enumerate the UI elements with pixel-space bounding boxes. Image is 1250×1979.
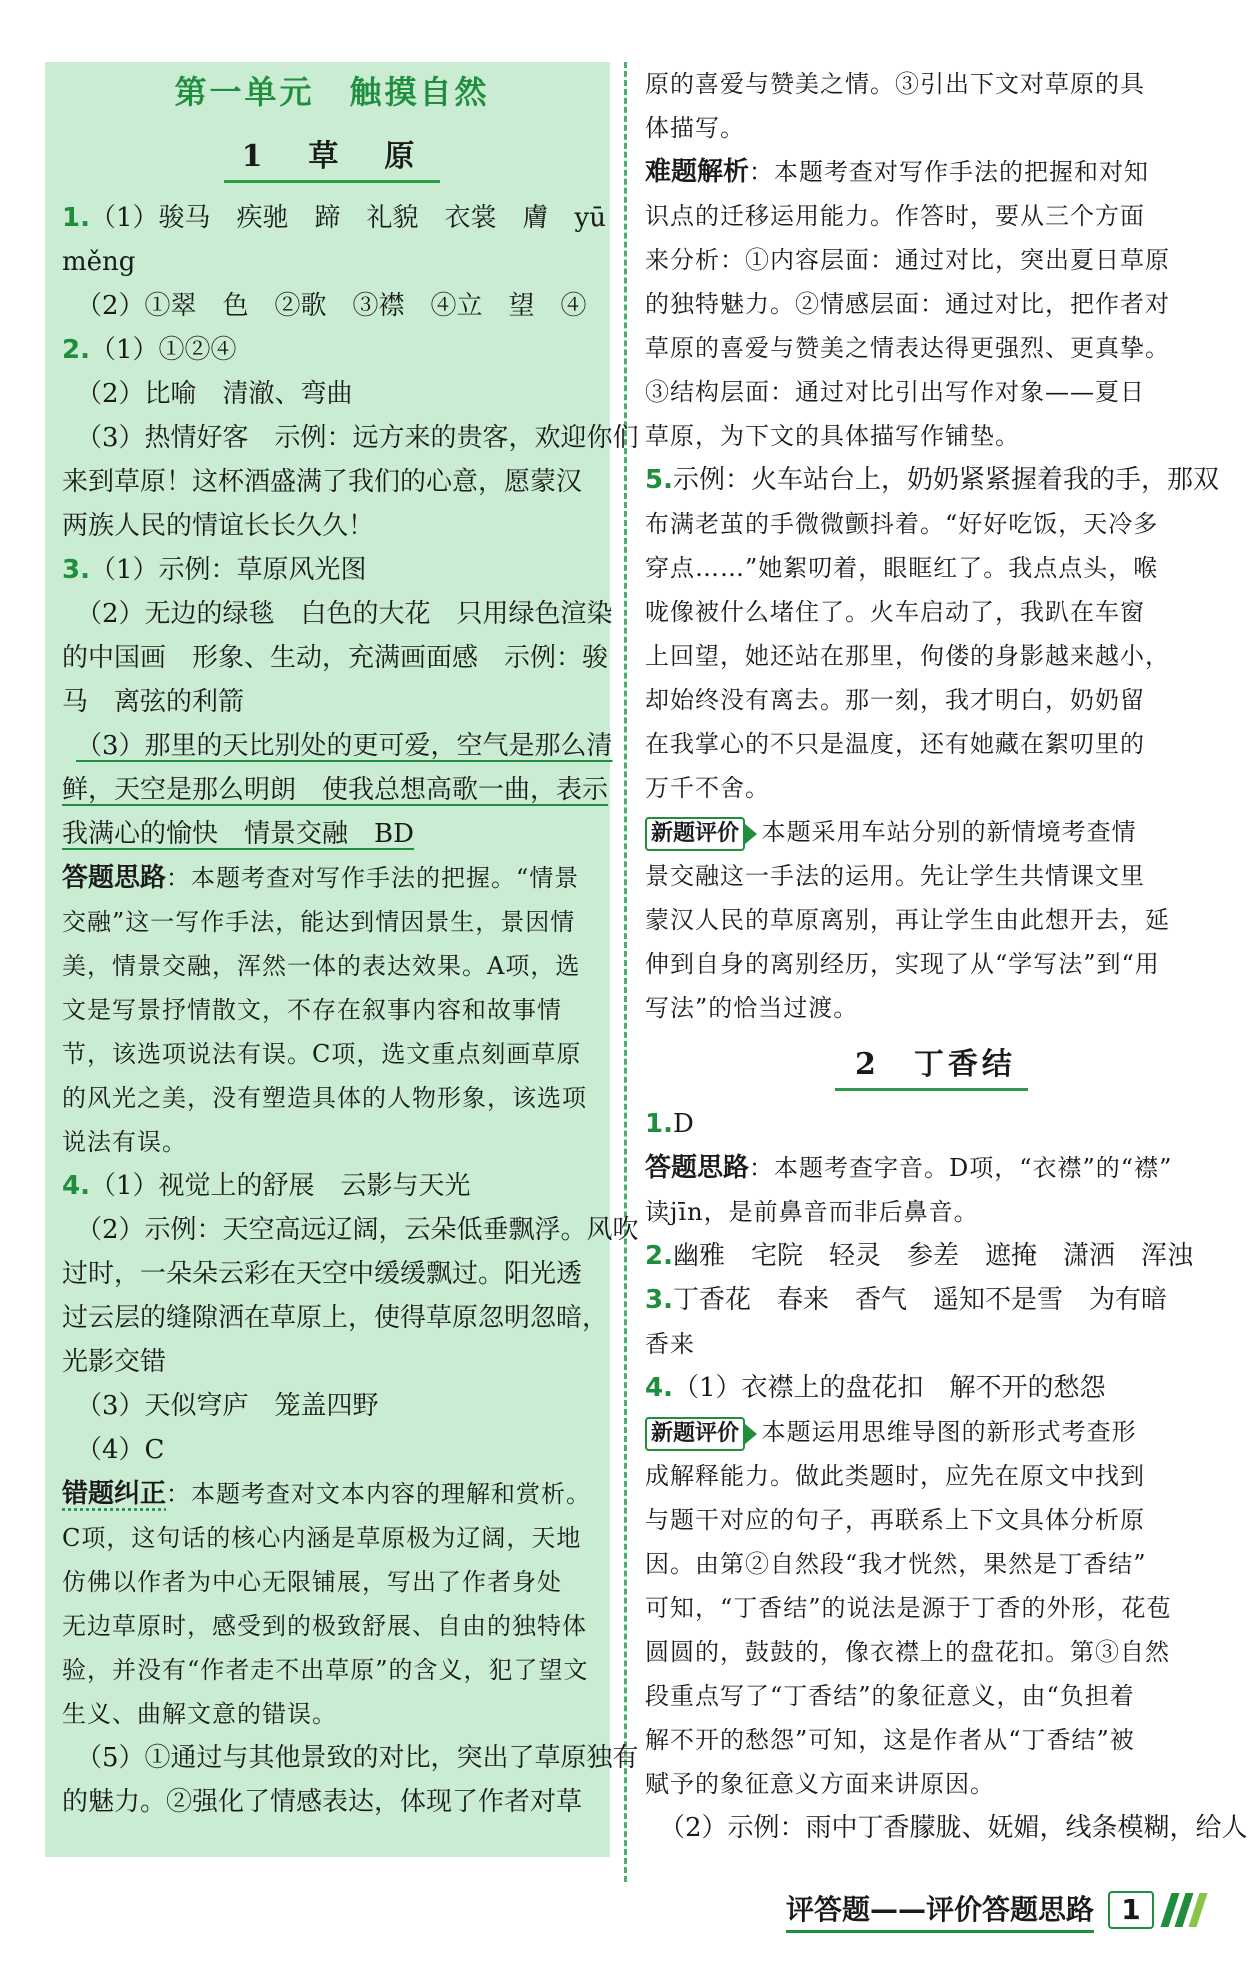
answer-line: （2）示例：天空高远辽阔，云朵低垂飘浮。风吹 — [76, 1215, 639, 1245]
analysis-text: ：本题考查对文本内容的理解和赏析。 — [166, 1480, 592, 1508]
answer-line: （2）示例：雨中丁香朦胧、妩媚，线条模糊，给人 — [659, 1813, 1248, 1843]
answer-line: 鲜，天空是那么明朗 使我总想高歌一曲，表示 — [62, 775, 609, 805]
stripes-icon — [1162, 1893, 1202, 1927]
answer-line: 写法”的恰当过渡。 — [645, 994, 859, 1022]
lesson-1-heading — [62, 120, 602, 196]
analysis-label: 错题纠正 — [62, 1479, 167, 1509]
left-answer-lines — [62, 196, 639, 1824]
answer-line: 草原，为下文的具体描写作铺垫。 — [645, 422, 1020, 450]
analysis-text: ：本题考查对写作手法的把握和对知 — [749, 158, 1150, 186]
lesson-1-title: 1 草 原 — [224, 134, 441, 183]
answer-line: （2）比喻 清澈、弯曲 — [76, 379, 353, 409]
question-number: 4. — [62, 1171, 90, 1201]
answer-line: 体描写。 — [645, 114, 745, 142]
answer-line: C项，这句话的核心内涵是草原极为辽阔，天地 — [62, 1524, 582, 1552]
answer-line: 上回望，她还站在那里，佝偻的身影越来越小， — [645, 642, 1170, 670]
answer-line: 因。由第②自然段“我才恍然，果然是丁香结” — [645, 1550, 1147, 1578]
answer-line: 生义、曲解文意的错误。 — [62, 1700, 337, 1728]
answer-line — [62, 328, 602, 372]
answer-line: 布满老茧的手微微颤抖着。“好好吃饭，天冷多 — [645, 510, 1159, 538]
answer-line: 的魅力。②强化了情感表达，体现了作者对草 — [62, 1787, 583, 1817]
answer-line: （3）天似穹庐 笼盖四野 — [76, 1391, 379, 1421]
answer-line: 交融”这一写作手法，能达到情因景生，景因情 — [62, 908, 576, 936]
lesson-2-title: 2 丁香结 — [835, 1042, 1028, 1091]
answer-line: （2）①翠 色 ②歌 ③襟 ④立 望 ④ — [76, 291, 587, 321]
answer-line: 与题干对应的句子，再联系上下文具体分析原 — [645, 1506, 1145, 1534]
answer-line: （4）C — [76, 1435, 165, 1465]
answer-line: 却始终没有离去。那一刻，我才明白，奶奶留 — [645, 686, 1145, 714]
analysis-label: 答题思路 — [62, 863, 167, 893]
answer-line: 解不开的愁怨”可知，这是作者从“丁香结”被 — [645, 1726, 1135, 1754]
answer-line: （3）那里的天比别处的更可爱，空气是那么清 — [76, 731, 613, 761]
answer-line: 的独特魅力。②情感层面：通过对比，把作者对 — [645, 290, 1170, 318]
answer-line — [62, 548, 602, 592]
commentary-text: 本题运用思维导图的新形式考查形 — [753, 1418, 1137, 1446]
answer-line: 景交融这一手法的运用。先让学生共情课文里 — [645, 862, 1145, 890]
answer-line: 文是写景抒情散文，不存在叙事内容和故事情 — [62, 996, 562, 1024]
analysis-label: 答题思路 — [645, 1153, 750, 1183]
answer-text: 示例：火车站台上，奶奶紧紧握着我的手，那双 — [672, 465, 1219, 495]
question-number: 4. — [645, 1373, 673, 1403]
answer-text: （1）衣襟上的盘花扣 解不开的愁怨 — [672, 1373, 1106, 1403]
column-divider — [624, 62, 627, 1882]
answer-line — [645, 458, 1219, 502]
answer-line: 来分析：①内容层面：通过对比，突出夏日草原 — [645, 246, 1170, 274]
answer-line: 的中国画 形象、生动，充满画面感 示例：骏 — [62, 643, 609, 673]
answer-line: 咙像被什么堵住了。火车启动了，我趴在车窗 — [645, 598, 1145, 626]
footer-text: 评答题——评价答题思路 — [786, 1888, 1094, 1933]
answer-line: 成解释能力。做此类题时，应先在原文中找到 — [645, 1462, 1145, 1490]
answer-line — [62, 196, 606, 240]
new-question-badge: 新题评价 — [645, 1417, 745, 1451]
answer-line — [645, 1146, 1205, 1190]
answer-line: 赋予的象征意义方面来讲原因。 — [645, 1770, 995, 1798]
answer-line: měng — [62, 247, 136, 277]
answer-line: 光影交错 — [62, 1347, 167, 1377]
question-number: 3. — [62, 555, 90, 585]
question-number: 5. — [645, 465, 673, 495]
page-footer — [786, 1890, 1202, 1930]
answer-line: 原的喜爱与赞美之情。③引出下文对草原的具 — [645, 70, 1145, 98]
lesson-2-heading — [645, 1030, 1205, 1102]
answer-line: 草原的喜爱与赞美之情表达得更强烈、更真挚。 — [645, 334, 1170, 362]
answer-line: 伸到自身的离别经历，实现了从“学写法”到“用 — [645, 950, 1160, 978]
new-question-badge: 新题评价 — [645, 817, 745, 851]
question-number: 1. — [645, 1109, 673, 1139]
answer-line: ③结构层面：通过对比引出写作对象——夏日 — [645, 378, 1145, 406]
answer-line: 节，该选项说法有误。C项，选文重点刻画草原 — [62, 1040, 582, 1068]
answer-line: 的风光之美，没有塑造具体的人物形象，该选项 — [62, 1084, 587, 1112]
answer-line: 圆圆的，鼓鼓的，像衣襟上的盘花扣。第③自然 — [645, 1638, 1170, 1666]
answer-line: 段重点写了“丁香结”的象征意义，由“负担着 — [645, 1682, 1135, 1710]
answer-line: 穿点……”她絮叨着，眼眶红了。我点点头，喉 — [645, 554, 1159, 582]
commentary-text: 本题采用车站分别的新情境考查情 — [753, 818, 1137, 846]
analysis-text: ：本题考查字音。D项，“衣襟”的“襟” — [749, 1154, 1173, 1182]
analysis-label: 难题解析 — [645, 157, 750, 187]
answer-text: D — [672, 1109, 694, 1139]
answer-line: 仿佛以作者为中心无限铺展，写出了作者身处 — [62, 1568, 562, 1596]
answer-line: （3）热情好客 示例：远方来的贵客，欢迎你们 — [76, 423, 639, 453]
answer-text: 幽雅 宅院 轻灵 参差 遮掩 潇洒 浑浊 — [672, 1241, 1193, 1271]
answer-line: 无边草原时，感受到的极致舒展、自由的独特体 — [62, 1612, 587, 1640]
answer-line: （2）无边的绿毯 白色的大花 只用绿色渲染 — [76, 599, 613, 629]
answer-text: （1）①②④ — [89, 335, 237, 365]
answer-line: 过云层的缝隙洒在草原上，使得草原忽明忽暗， — [62, 1303, 609, 1333]
answer-line — [645, 1102, 1205, 1146]
answer-line: 万千不舍。 — [645, 774, 770, 802]
analysis-text: ：本题考查对写作手法的把握。“情景 — [166, 864, 580, 892]
answer-line: 过时，一朵朵云彩在天空中缓缓飘过。阳光透 — [62, 1259, 583, 1289]
answer-line: 马 离弦的利箭 — [62, 687, 245, 717]
answer-line: 两族人民的情谊长长久久！ — [62, 511, 375, 541]
question-number: 1. — [62, 203, 90, 233]
answer-line — [645, 810, 1205, 854]
question-number: 2. — [645, 1241, 673, 1271]
answer-line — [62, 1164, 602, 1208]
answer-line: 美，情景交融，浑然一体的表达效果。A项，选 — [62, 952, 581, 980]
question-number: 3. — [645, 1285, 673, 1315]
answer-line: （5）①通过与其他景致的对比，突出了草原独有 — [76, 1743, 639, 1773]
answer-line: 来到草原！这杯酒盛满了我们的心意，愿蒙汉 — [62, 467, 583, 497]
answer-line: 识点的迁移运用能力。作答时，要从三个方面 — [645, 202, 1145, 230]
answer-line — [645, 1278, 1205, 1322]
right-answer-lines-b — [645, 1102, 1248, 1850]
page-number: 1 — [1108, 1891, 1154, 1929]
answer-line: 香来 — [645, 1330, 695, 1358]
unit-title: 第一单元 触摸自然 — [174, 73, 490, 111]
right-answer-lines-a — [645, 62, 1219, 1030]
left-column — [62, 64, 639, 1824]
answer-text: 丁香花 春来 香气 遥知不是雪 为有暗 — [672, 1285, 1167, 1315]
question-number: 2. — [62, 335, 90, 365]
answer-line: 可知，“丁香结”的说法是源于丁香的外形，花苞 — [645, 1594, 1172, 1622]
answer-line — [645, 1366, 1205, 1410]
answer-line: 蒙汉人民的草原离别，再让学生由此想开去，延 — [645, 906, 1170, 934]
answer-line: 说法有误。 — [62, 1128, 187, 1156]
answer-line — [645, 1410, 1205, 1454]
answer-line — [645, 150, 1205, 194]
right-column — [645, 62, 1248, 1850]
answer-line: 验，并没有“作者走不出草原”的含义，犯了望文 — [62, 1656, 589, 1684]
answer-line — [62, 856, 602, 900]
answer-line — [62, 1472, 602, 1516]
answer-line: 在我掌心的不只是温度，还有她藏在絮叨里的 — [645, 730, 1145, 758]
answer-text: （1）视觉上的舒展 云影与天光 — [89, 1171, 471, 1201]
answer-text: （1）骏马 疾驰 蹄 礼貌 衣裳 膚 yū — [89, 203, 606, 233]
answer-line: 我满心的愉快 情景交融 BD — [62, 819, 414, 849]
answer-text: （1）示例：草原风光图 — [89, 555, 367, 585]
answer-line — [645, 1234, 1205, 1278]
answer-line: 读jīn，是前鼻音而非后鼻音。 — [645, 1198, 979, 1226]
